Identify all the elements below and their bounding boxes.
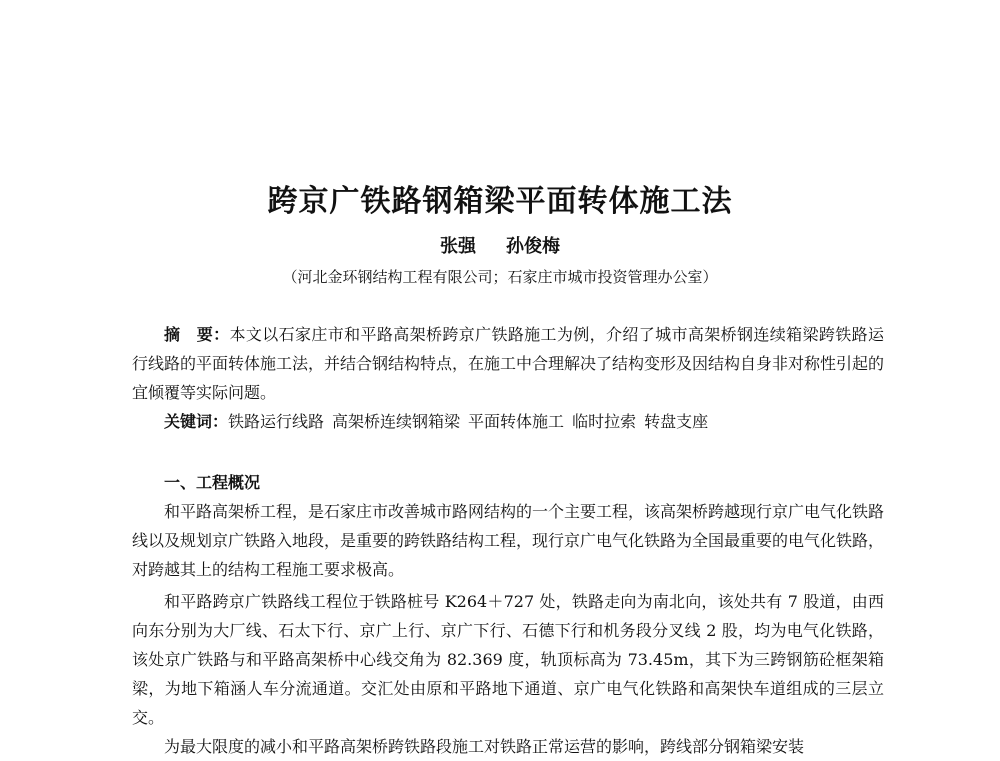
keywords-label: 关键词： [164,412,229,431]
keyword: 平面转体施工 [468,412,565,431]
author-name: 张强 [440,236,476,257]
keyword: 高架桥连续钢箱梁 [332,412,461,431]
body-paragraph: 为最大限度的减小和平路高架桥跨铁路段施工对铁路正常运营的影响，跨线部分钢箱梁安装 [164,737,805,756]
keyword: 铁路运行线路 [228,412,325,431]
body-paragraph: 和平路跨京广铁路线工程位于铁路桩号 K264＋727 处，铁路走向为南北向，该处共有 7 股道，由西向东分别为大厂线、石太下行、京广上行、京广下行、石德下行和机务段分叉线 2 股，均为电气化铁路，该处京广铁路与和平路高架桥中心线交角为 82.369 度，轨顶标高为 73.45m，其下为三跨钢筋砼框架箱梁，为地下箱涵人车分流通道。交汇处由原和平路地下通道、京广电气化铁路和高架快车道组成的三层立交。 [132,592,884,727]
paper-title: 跨京广铁路钢箱梁平面转体施工法 [267,184,733,219]
abstract [132,320,884,407]
abstract-label: 摘 要： [164,325,230,344]
affiliation: （河北金环钢结构工程有限公司；石家庄市城市投资管理办公室） [282,268,718,286]
body-paragraph: 和平路高架桥工程，是石家庄市改善城市路网结构的一个主要工程，该高架桥跨越现行京广电气化铁路线以及规划京广铁路入地段，是重要的跨铁路结构工程，现行京广电气化铁路为全国最重要的电气化铁路，对跨越其上的结构工程施工要求极高。 [132,502,885,579]
keyword: 转盘支座 [644,412,709,431]
keyword: 临时拉索 [572,412,637,431]
authors [0,232,1000,258]
keywords [132,407,884,436]
abstract-text: 本文以石家庄市和平路高架桥跨京广铁路施工为例，介绍了城市高架桥钢连续箱梁跨铁路运行线路的平面转体施工法，并结合钢结构特点，在施工中合理解决了结构变形及因结构自身非对称性引起的宜倾覆等实际问题。 [132,325,885,402]
author-name: 孙俊梅 [506,236,560,257]
section-heading: 一、工程概况 [164,473,261,492]
